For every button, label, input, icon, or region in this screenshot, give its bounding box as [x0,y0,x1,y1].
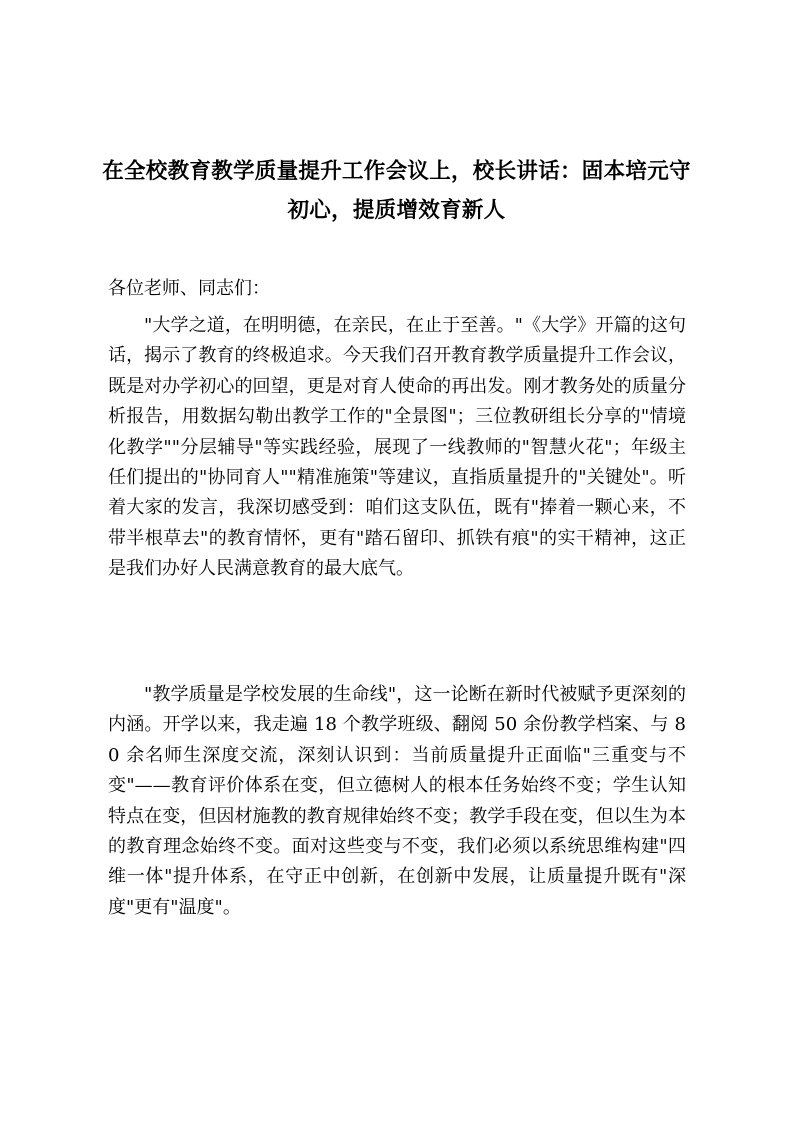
body-paragraph-2: "教学质量是学校发展的生命线"，这一论断在新时代被赋予更深刻的内涵。开学以来，我走遍 18 个教学班级、翻阅 50 余份教学档案、与 80 余名师生深度交流，深刻认识到：当前质量提升正面临"三重变与不变"——教育评价体系在变，但立德树人的根本任务始终不变；学生认知特点在变，但因材施教的教育规律始终不变；教学手段在变，但以生为本的教育理念始终不变。面对这些变与不变，我们必须以系统思维构建"四维一体"提升体系，在守正中创新，在创新中发展，让质量提升既有"深度"更有"温度"。 [108,684,686,918]
document-title: 在全校教育教学质量提升工作会议上，校长讲话：固本培元守初心，提质增效育新人 [102,159,691,223]
salutation: 各位老师、同志们： [108,278,270,299]
body-paragraph-1: "大学之道，在明明德，在亲民，在止于至善。"《大学》开篇的这句话，揭示了教育的终极追求。今天我们召开教育教学质量提升工作会议，既是对办学初心的回望，更是对育人使命的再出发。刚才教务处的质量分析报告，用数据勾勒出教学工作的"全景图"；三位教研组长分享的"情境化教学""分层辅导"等实践经验，展现了一线教师的"智慧火花"；年级主任们提出的"协同育人""精准施策"等建议，直指质量提升的"关键处"。听着大家的发言，我深切感受到：咱们这支队伍，既有"捧着一颗心来，不带半根草去"的教育情怀，更有"踏石留印、抓铁有痕"的实干精神，这正是我们办好人民满意教育的最大底气。 [108,315,686,580]
